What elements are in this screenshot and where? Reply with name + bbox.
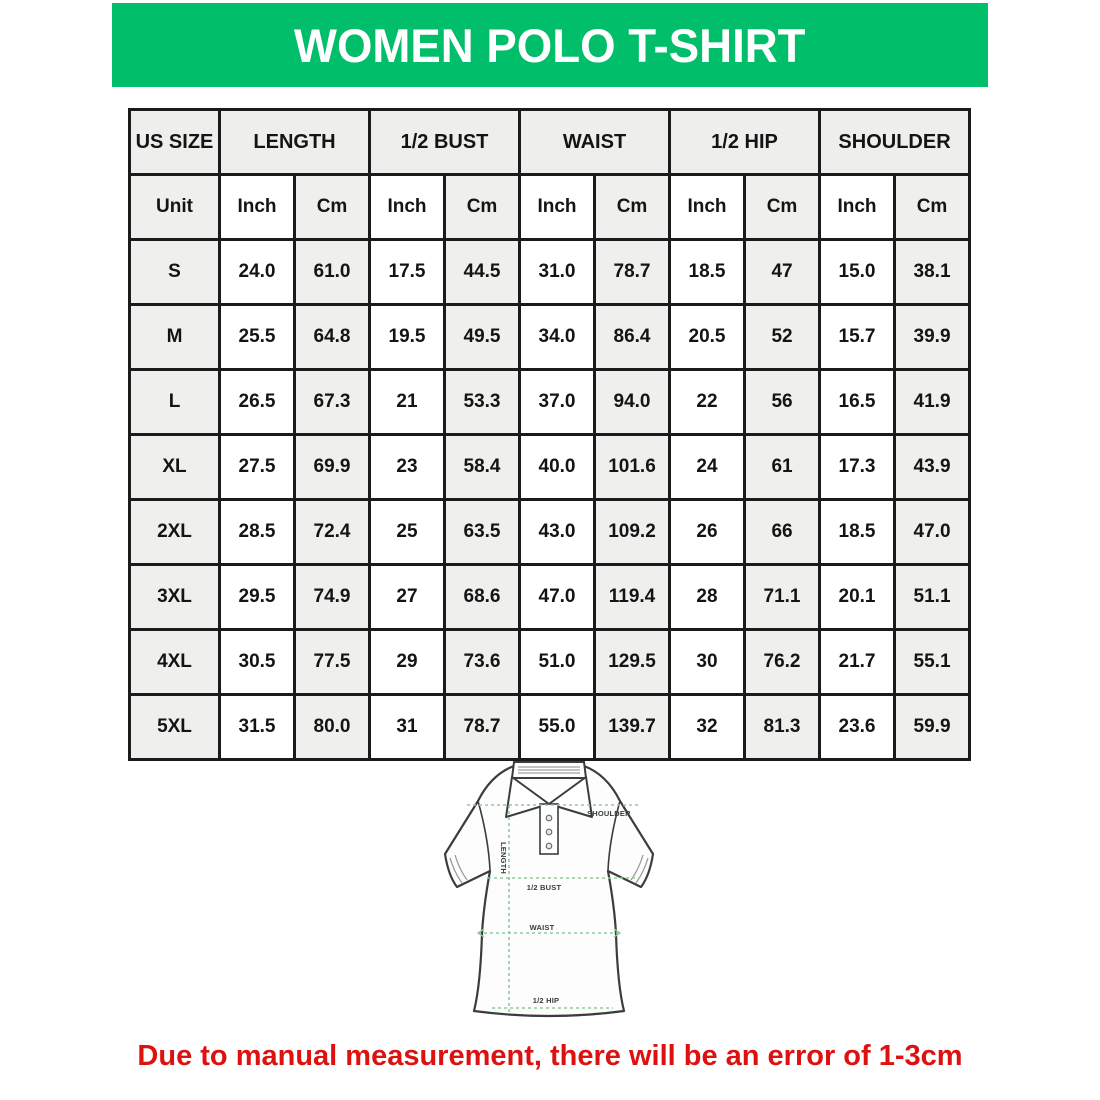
value-cell: 78.7 (445, 695, 520, 760)
value-cell: 27.5 (220, 435, 295, 500)
value-cell: 31.0 (520, 240, 595, 305)
unit-header-8: Cm (745, 175, 820, 240)
size-table (128, 108, 971, 761)
size-table-body (130, 240, 970, 760)
size-cell: 3XL (130, 565, 220, 630)
unit-header-10: Cm (895, 175, 970, 240)
value-cell: 56 (745, 370, 820, 435)
button-icon (546, 815, 552, 821)
size-row-5xl (130, 695, 970, 760)
table-group-header-row (130, 110, 970, 175)
value-cell: 24 (670, 435, 745, 500)
value-cell: 63.5 (445, 500, 520, 565)
value-cell: 20.1 (820, 565, 895, 630)
value-cell: 61 (745, 435, 820, 500)
value-cell: 25.5 (220, 305, 295, 370)
button-icon (546, 843, 552, 849)
value-cell: 74.9 (295, 565, 370, 630)
value-cell: 43.0 (520, 500, 595, 565)
button-icon (546, 829, 552, 835)
value-cell: 34.0 (520, 305, 595, 370)
unit-header-9: Inch (820, 175, 895, 240)
value-cell: 119.4 (595, 565, 670, 630)
value-cell: 38.1 (895, 240, 970, 305)
value-cell: 52 (745, 305, 820, 370)
value-cell: 28.5 (220, 500, 295, 565)
value-cell: 80.0 (295, 695, 370, 760)
size-cell: M (130, 305, 220, 370)
value-cell: 101.6 (595, 435, 670, 500)
value-cell: 73.6 (445, 630, 520, 695)
unit-header-2: Cm (295, 175, 370, 240)
column-group-length: LENGTH (220, 110, 370, 175)
value-cell: 43.9 (895, 435, 970, 500)
size-cell: 2XL (130, 500, 220, 565)
title-banner (112, 3, 988, 87)
value-cell: 58.4 (445, 435, 520, 500)
value-cell: 94.0 (595, 370, 670, 435)
value-cell: 26.5 (220, 370, 295, 435)
value-cell: 53.3 (445, 370, 520, 435)
unit-header-4: Cm (445, 175, 520, 240)
value-cell: 68.6 (445, 565, 520, 630)
polo-shirt-diagram (430, 754, 684, 1038)
value-cell: 24.0 (220, 240, 295, 305)
value-cell: 44.5 (445, 240, 520, 305)
value-cell: 39.9 (895, 305, 970, 370)
value-cell: 15.7 (820, 305, 895, 370)
measurement-disclaimer: Due to manual measurement, there will be an error of 1-3cm (137, 1040, 963, 1072)
value-cell: 55.0 (520, 695, 595, 760)
value-cell: 40.0 (520, 435, 595, 500)
value-cell: 25 (370, 500, 445, 565)
value-cell: 61.0 (295, 240, 370, 305)
size-cell: S (130, 240, 220, 305)
size-cell: XL (130, 435, 220, 500)
value-cell: 29.5 (220, 565, 295, 630)
size-row-xl (130, 435, 970, 500)
value-cell: 59.9 (895, 695, 970, 760)
value-cell: 47.0 (520, 565, 595, 630)
value-cell: 109.2 (595, 500, 670, 565)
unit-header-6: Cm (595, 175, 670, 240)
size-row-4xl (130, 630, 970, 695)
column-group-shoulder: SHOULDER (820, 110, 970, 175)
value-cell: 72.4 (295, 500, 370, 565)
size-row-2xl (130, 500, 970, 565)
unit-header-0: Unit (130, 175, 220, 240)
value-cell: 47.0 (895, 500, 970, 565)
value-cell: 32 (670, 695, 745, 760)
value-cell: 51.1 (895, 565, 970, 630)
value-cell: 71.1 (745, 565, 820, 630)
value-cell: 15.0 (820, 240, 895, 305)
value-cell: 22 (670, 370, 745, 435)
size-row-3xl (130, 565, 970, 630)
value-cell: 27 (370, 565, 445, 630)
value-cell: 64.8 (295, 305, 370, 370)
value-cell: 21.7 (820, 630, 895, 695)
value-cell: 77.5 (295, 630, 370, 695)
value-cell: 17.5 (370, 240, 445, 305)
unit-header-1: Inch (220, 175, 295, 240)
polo-shirt-illustration (430, 754, 684, 1038)
unit-header-3: Inch (370, 175, 445, 240)
size-cell: 4XL (130, 630, 220, 695)
value-cell: 23 (370, 435, 445, 500)
value-cell: 76.2 (745, 630, 820, 695)
waist-label: WAIST (529, 923, 555, 932)
column-group-1-2-bust: 1/2 BUST (370, 110, 520, 175)
value-cell: 26 (670, 500, 745, 565)
value-cell: 31.5 (220, 695, 295, 760)
value-cell: 31 (370, 695, 445, 760)
value-cell: 18.5 (820, 500, 895, 565)
column-group-us-size: US SIZE (130, 110, 220, 175)
value-cell: 55.1 (895, 630, 970, 695)
value-cell: 129.5 (595, 630, 670, 695)
value-cell: 19.5 (370, 305, 445, 370)
column-group-1-2-hip: 1/2 HIP (670, 110, 820, 175)
value-cell: 78.7 (595, 240, 670, 305)
table-unit-row (130, 175, 970, 240)
hip-label: 1/2 HIP (532, 996, 560, 1005)
value-cell: 66 (745, 500, 820, 565)
value-cell: 21 (370, 370, 445, 435)
size-row-s (130, 240, 970, 305)
value-cell: 41.9 (895, 370, 970, 435)
size-row-m (130, 305, 970, 370)
value-cell: 16.5 (820, 370, 895, 435)
size-row-l (130, 370, 970, 435)
value-cell: 69.9 (295, 435, 370, 500)
shoulder-label: SHOULDER (587, 809, 631, 818)
value-cell: 86.4 (595, 305, 670, 370)
size-cell: L (130, 370, 220, 435)
unit-header-7: Inch (670, 175, 745, 240)
value-cell: 81.3 (745, 695, 820, 760)
size-cell: 5XL (130, 695, 220, 760)
value-cell: 37.0 (520, 370, 595, 435)
page-title: WOMEN POLO T-SHIRT (294, 18, 806, 72)
value-cell: 18.5 (670, 240, 745, 305)
value-cell: 49.5 (445, 305, 520, 370)
value-cell: 47 (745, 240, 820, 305)
value-cell: 30 (670, 630, 745, 695)
length-label: LENGTH (499, 841, 508, 875)
value-cell: 17.3 (820, 435, 895, 500)
value-cell: 30.5 (220, 630, 295, 695)
value-cell: 23.6 (820, 695, 895, 760)
value-cell: 139.7 (595, 695, 670, 760)
value-cell: 67.3 (295, 370, 370, 435)
unit-header-5: Inch (520, 175, 595, 240)
value-cell: 20.5 (670, 305, 745, 370)
value-cell: 51.0 (520, 630, 595, 695)
value-cell: 29 (370, 630, 445, 695)
value-cell: 28 (670, 565, 745, 630)
column-group-waist: WAIST (520, 110, 670, 175)
bust-label: 1/2 BUST (526, 883, 562, 892)
